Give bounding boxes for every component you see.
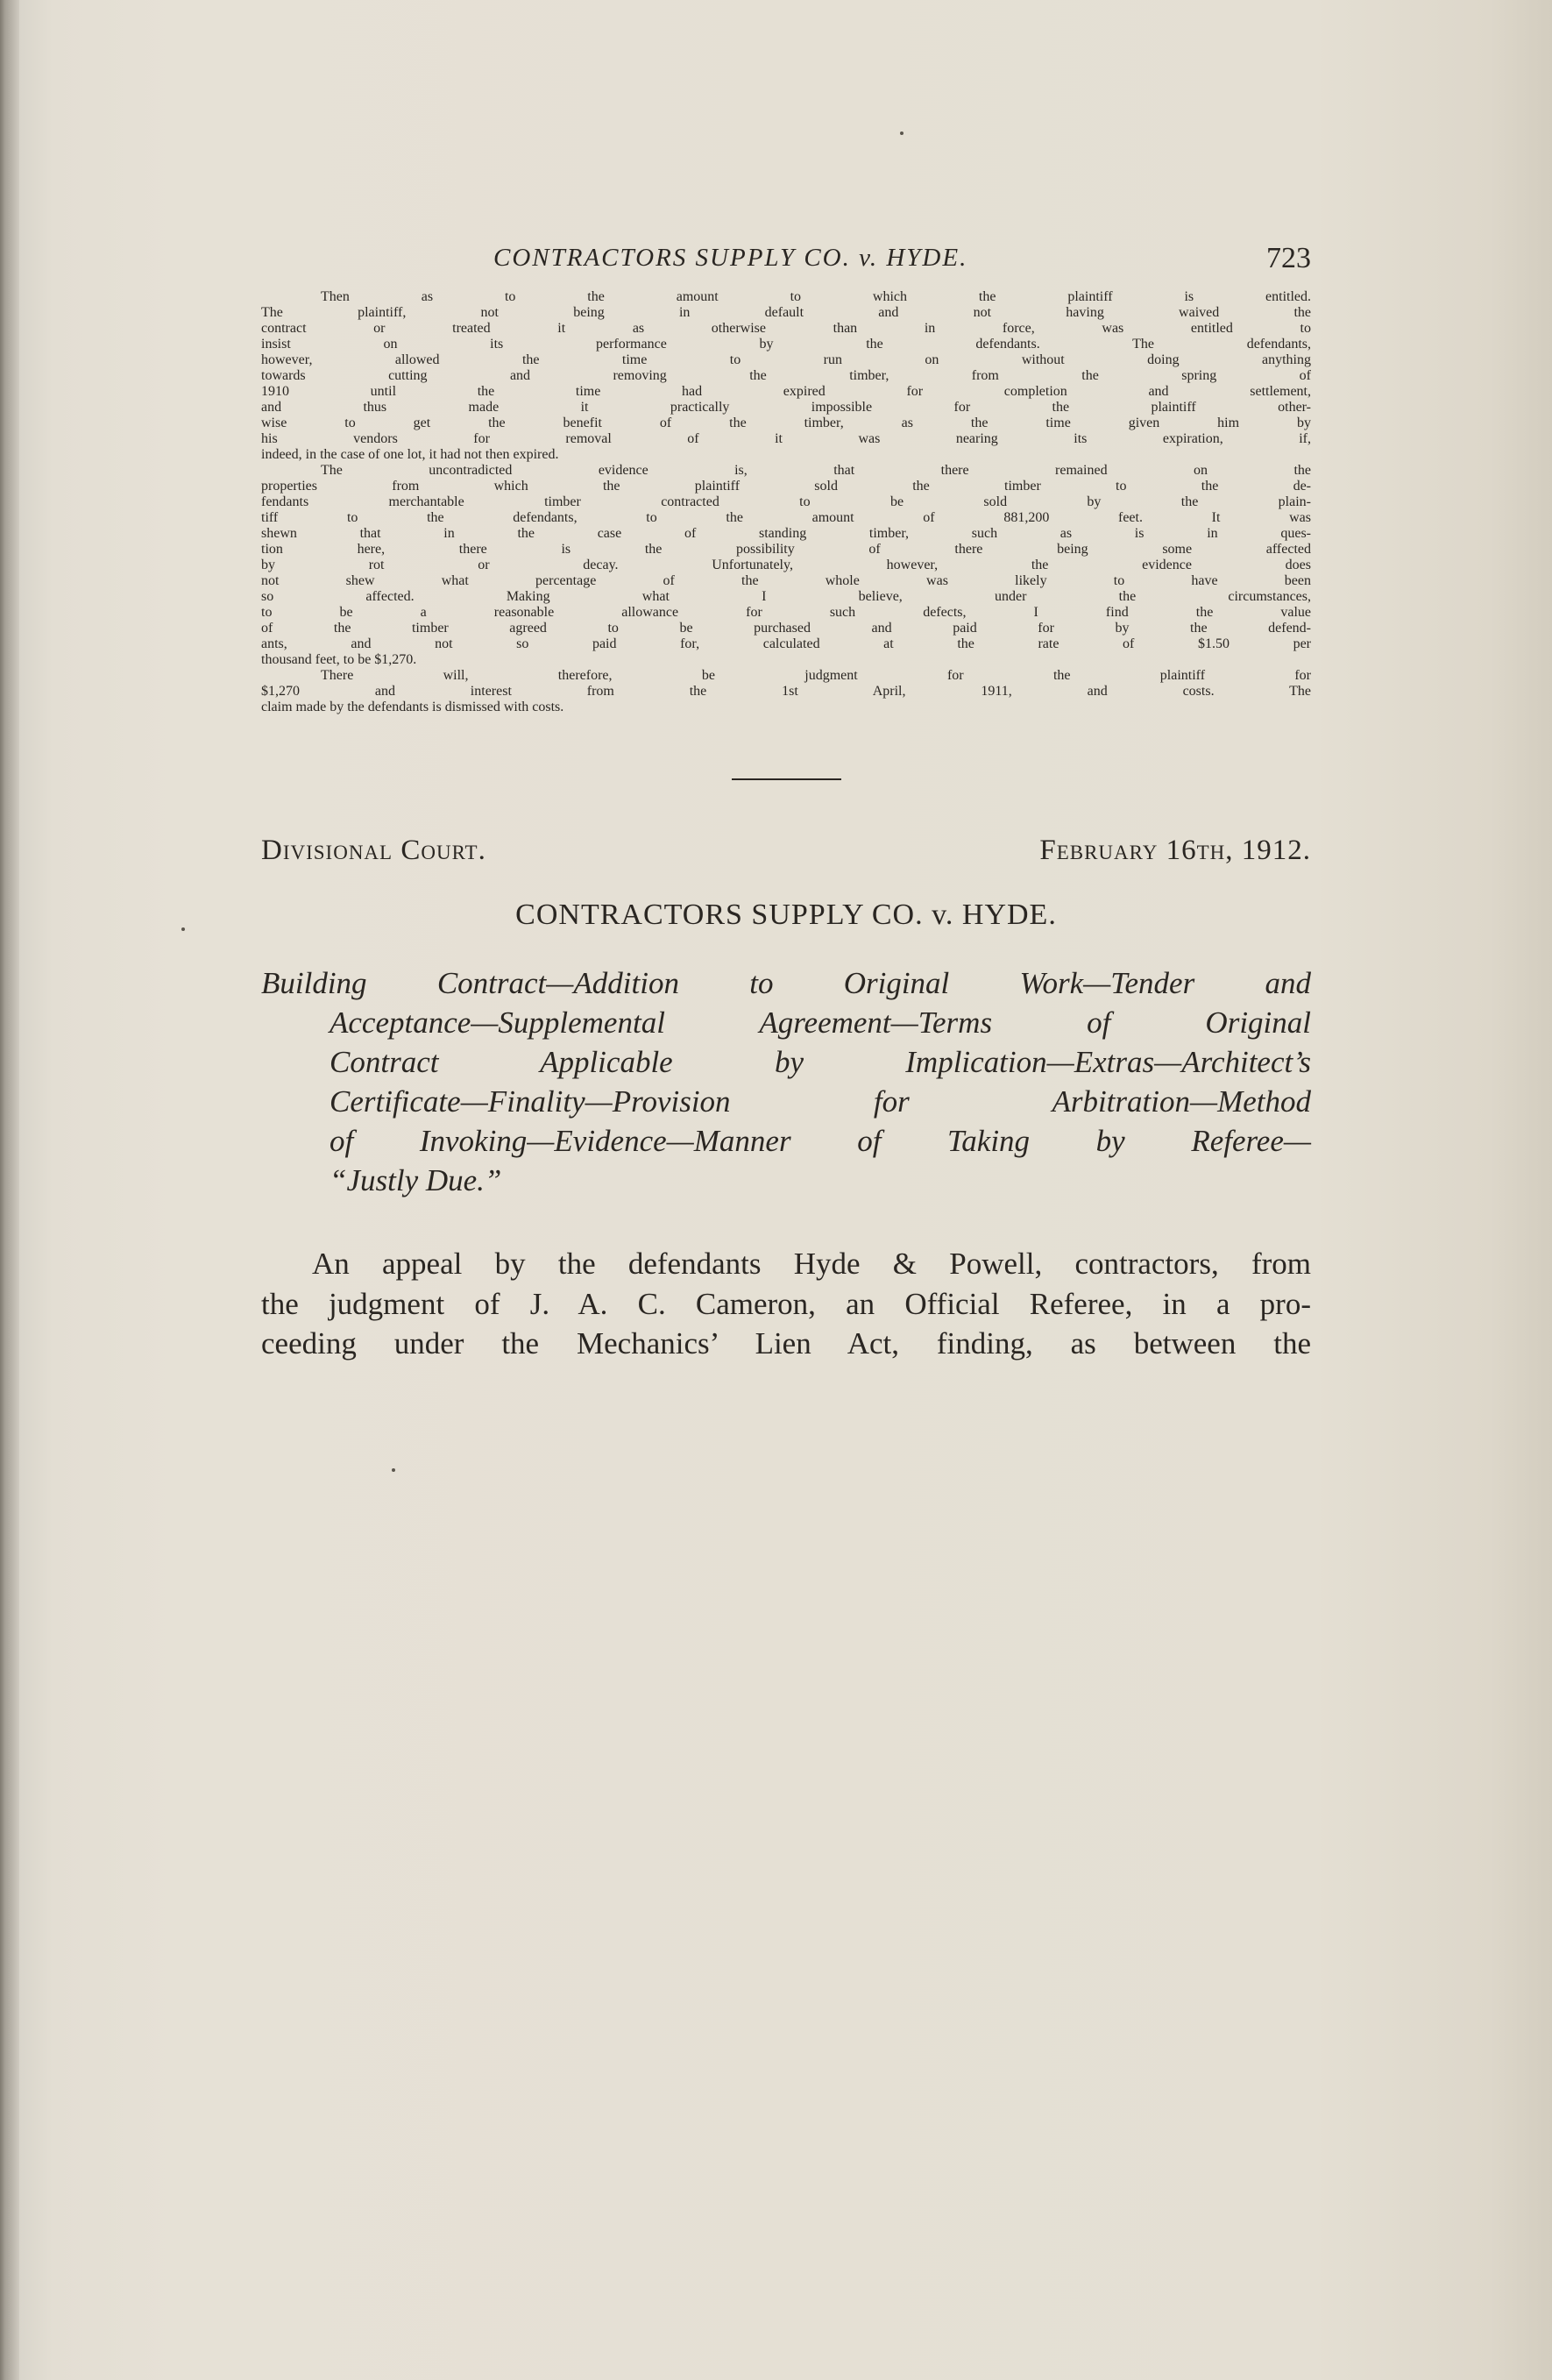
paper-speck <box>392 1468 395 1472</box>
paragraph-amount <box>261 289 1311 463</box>
text-line: and thus made it practically impossible for the plaintiff other- <box>261 400 1311 415</box>
text-line: so affected. Making what I believe, under the circumstances, <box>261 589 1311 604</box>
court-date-line <box>261 835 1311 867</box>
text-line: of the timber agreed to be purchased and paid for by the defend- <box>261 621 1311 636</box>
text-line: ceeding under the Mechanics’ Lien Act, finding, as between the <box>261 1326 1311 1361</box>
text-line: An appeal by the defendants Hyde & Powell, contractors, from <box>312 1247 1311 1281</box>
text-line: not shew what percentage of the whole was likely to have been <box>261 573 1311 588</box>
text-line: his vendors for removal of it was nearing its expiration, if, <box>261 431 1311 446</box>
text-line: claim made by the defendants is dismissed with costs. <box>261 700 564 714</box>
text-line: by rot or decay. Unfortunately, however, the evidence does <box>261 558 1311 572</box>
headnote-line: Building Contract—Addition to Original Work—Tender and <box>261 966 1311 1000</box>
paragraph-judgment <box>261 668 1311 715</box>
text-line: The plaintiff, not being in default and not having waived the <box>261 305 1311 320</box>
text-line: fendants merchantable timber contracted to be sold by the plain- <box>261 494 1311 509</box>
paper-speck <box>900 131 904 135</box>
text-line: shewn that in the case of standing timber, such as is in ques- <box>261 526 1311 541</box>
text-line: ants, and not so paid for, calculated at the rate of $1.50 per <box>261 636 1311 651</box>
court-name: Divisional Court. <box>261 835 486 866</box>
running-title: CONTRACTORS SUPPLY CO. v. HYDE. <box>493 244 968 272</box>
paragraph-evidence <box>261 463 1311 668</box>
text-line: The uncontradicted evidence is, that there remained on the <box>321 463 1311 478</box>
text-line: tiff to the defendants, to the amount of 881,200 feet. It was <box>261 510 1311 525</box>
case-title: CONTRACTORS SUPPLY CO. v. HYDE. <box>515 899 1057 931</box>
judgment-text <box>261 289 1311 715</box>
text-line: wise to get the benefit of the timber, as the time given him by <box>261 416 1311 430</box>
headnote-line: of Invoking—Evidence—Manner of Taking by Referee— <box>330 1124 1311 1158</box>
text-line: contract or treated it as otherwise than in force, was entitled to <box>261 321 1311 336</box>
appeal-paragraph <box>261 1244 1311 1364</box>
binding-shadow <box>0 0 19 2380</box>
running-head <box>261 237 1311 289</box>
section-divider <box>732 778 841 780</box>
decision-date: February 16th, 1912. <box>1039 835 1311 866</box>
text-line: indeed, in the case of one lot, it had not then expired. <box>261 447 559 462</box>
text-line: There will, therefore, be judgment for the plaintiff for <box>321 668 1311 683</box>
paper-speck <box>181 927 185 931</box>
headnote-line: Acceptance—Supplemental Agreement—Terms of Original <box>330 1005 1311 1040</box>
headnote <box>261 963 1311 1200</box>
book-page <box>261 237 1311 1364</box>
headnote-line: Contract Applicable by Implication—Extras—Architect’s <box>330 1045 1311 1079</box>
text-line: to be a reasonable allowance for such defects, I find the value <box>261 605 1311 620</box>
headnote-line: “Justly Due.” <box>330 1163 502 1197</box>
headnote-line: Certificate—Finality—Provision for Arbitration—Method <box>330 1084 1311 1119</box>
text-line: insist on its performance by the defendants. The defendants, <box>261 337 1311 352</box>
text-line: $1,270 and interest from the 1st April, 1911, and costs. The <box>261 684 1311 699</box>
text-line: however, allowed the time to run on without doing anything <box>261 352 1311 367</box>
text-line: the judgment of J. A. C. Cameron, an Official Referee, in a pro- <box>261 1286 1311 1321</box>
text-line: tion here, there is the possibility of there being some affected <box>261 542 1311 557</box>
page-number: 723 <box>1266 242 1311 274</box>
text-line: Then as to the amount to which the plaintiff is entitled. <box>321 289 1311 304</box>
text-line: properties from which the plaintiff sold the timber to the de- <box>261 479 1311 494</box>
text-line: thousand feet, to be $1,270. <box>261 652 417 667</box>
text-line: towards cutting and removing the timber, from the spring of <box>261 368 1311 383</box>
text-line: 1910 until the time had expired for completion and settlement, <box>261 384 1311 399</box>
